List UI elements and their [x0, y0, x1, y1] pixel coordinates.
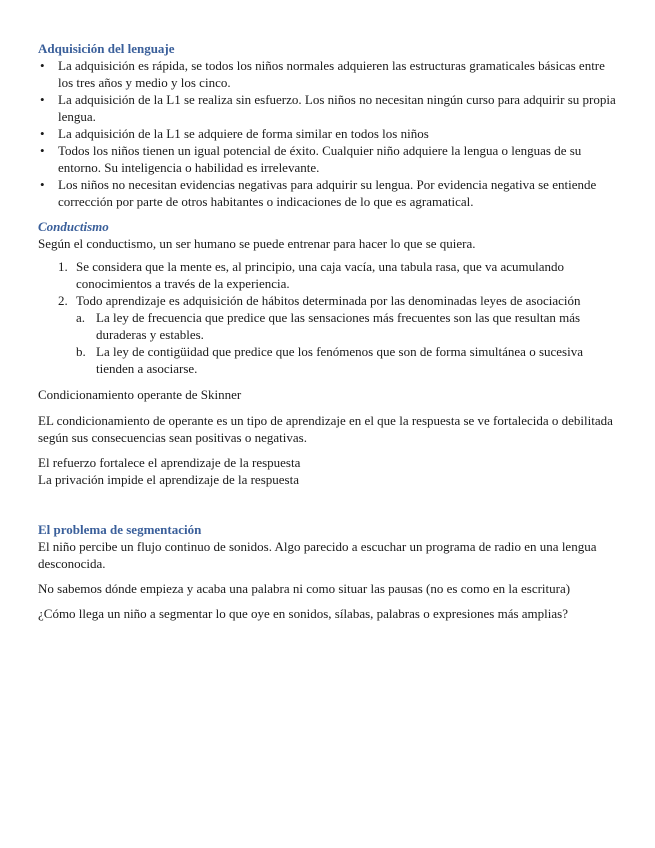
- paragraph: El niño percibe un flujo continuo de sonidos. Algo parecido a escuchar un programa de radio en una lengua desconocida.: [38, 539, 597, 571]
- paragraph: La privación impide el aprendizaje de la respuesta: [38, 472, 299, 487]
- list-marker: a.: [76, 310, 86, 325]
- list-item: • La adquisición es rápida, se todos los niños normales adquieren las estructuras gramaticales básicas entre los tres años y medio y los cinco.: [38, 57, 618, 91]
- paragraph: ¿Cómo llega un niño a segmentar lo que oye en sonidos, sílabas, palabras o expresiones más amplias?: [38, 606, 568, 621]
- list-marker: 2.: [58, 293, 68, 308]
- list-item-text: La ley de frecuencia que predice que las sensaciones más frecuentes son las que resultan más duraderas y estables.: [96, 310, 581, 342]
- paragraph: No sabemos dónde empieza y acaba una palabra ni como situar las pausas (no es como en la escritura): [38, 581, 571, 596]
- sub-list: [76, 309, 618, 377]
- list-item: [38, 292, 618, 377]
- section-heading-adquisicion: Adquisición del lenguaje: [38, 41, 175, 56]
- document-page: [38, 40, 618, 622]
- list-item-text: La ley de contigüidad que predice que los fenómenos que son de forma simultánea o sucesiva tienden a asociarse.: [96, 344, 583, 376]
- list-item-text: Se considera que la mente es, al principio, una caja vacía, una tabula rasa, que va acumulando conocimientos a través de la experiencia.: [76, 259, 565, 291]
- list-marker: 1.: [58, 259, 68, 274]
- sub-list-item: [76, 309, 618, 343]
- list-item: • Los niños no necesitan evidencias negativas para adquirir su lengua. Por evidencia negativa se entiende corrección por parte de otros habitantes o indicaciones de lo que es agramatical.: [38, 176, 618, 210]
- paragraph-skinner-title: Condicionamiento operante de Skinner: [38, 387, 242, 402]
- section-heading-conductismo: Conductismo: [38, 219, 109, 234]
- section-heading-segmentacion: El problema de segmentación: [38, 522, 202, 537]
- paragraph: Según el conductismo, un ser humano se puede entrenar para hacer lo que se quiera.: [38, 236, 476, 251]
- list-item-text: Todo aprendizaje es adquisición de hábitos determinada por las denominadas leyes de asociación: [76, 293, 581, 308]
- list-item: • Todos los niños tienen un igual potencial de éxito. Cualquier niño adquiere la lengua o lenguas de su entorno. Su inteligencia o habilidad es irrelevante.: [38, 142, 618, 176]
- list-item: • La adquisición de la L1 se adquiere de forma similar en todos los niños: [38, 125, 618, 142]
- numbered-list: [38, 258, 618, 377]
- sub-list-item: [76, 343, 618, 377]
- bullet-list: [38, 57, 618, 210]
- list-item: [38, 258, 618, 292]
- list-item: • La adquisición de la L1 se realiza sin esfuerzo. Los niños no necesitan ningún curso para adquirir su propia lengua.: [38, 91, 618, 125]
- paragraph: EL condicionamiento de operante es un tipo de aprendizaje en el que la respuesta se ve fortalecida o debilitada según sus consecuencias sean positivas o negativas.: [38, 413, 613, 445]
- list-marker: b.: [76, 344, 86, 359]
- paragraph: El refuerzo fortalece el aprendizaje de la respuesta: [38, 455, 301, 470]
